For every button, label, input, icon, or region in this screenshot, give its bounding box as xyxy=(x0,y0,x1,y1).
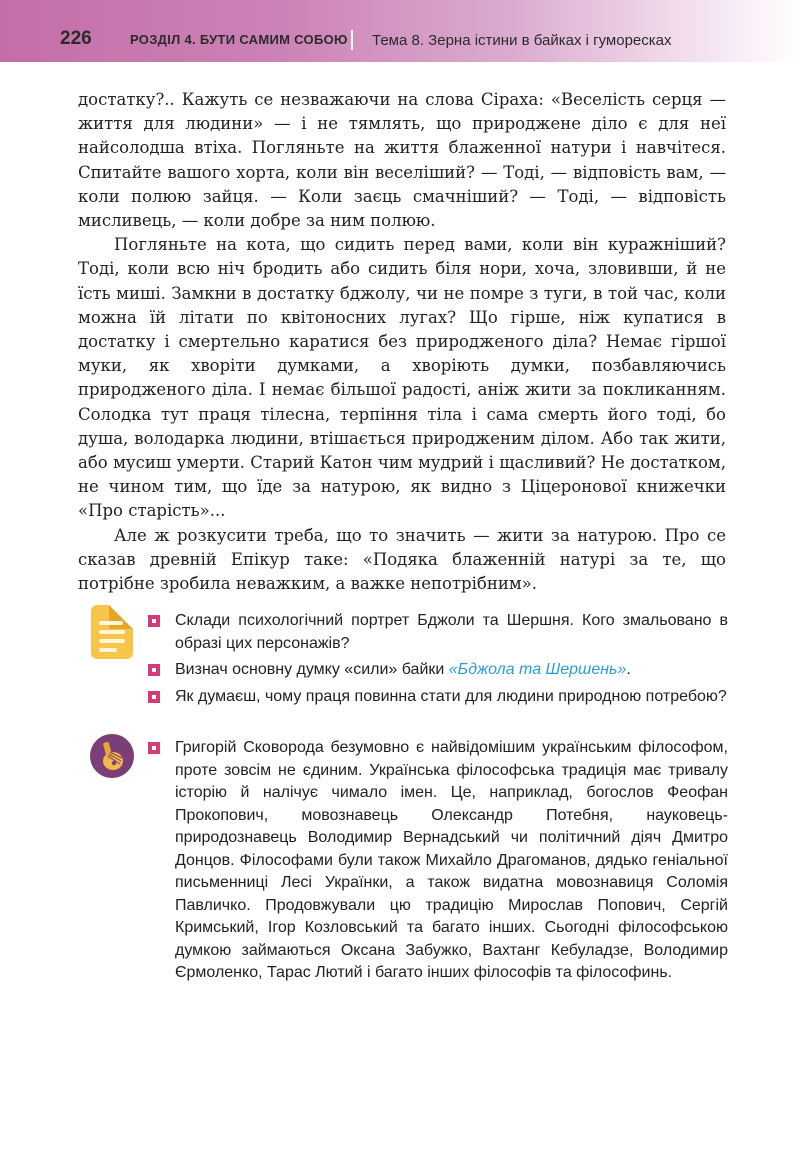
bandura-icon xyxy=(90,734,134,778)
document-task-icon xyxy=(91,605,133,659)
task-list xyxy=(148,610,728,712)
paragraph: Погляньте на кота, що сидить перед вами, коли він куражніший? Тоді, коли всю ніч бродить або сидить біля нори, хоча, зловивши, й не їсть миші. Замкни в достатку бджолу, чи не помре з туги, в той час, коли можна їй літати по квітоносних лугах? Що гірше, ніж купатися в достатку і смертельно каратися без природженого діла? Немає гіршої муки, як хворіти думками, а хворіють думки, позбавляючись природженого діла. І немає більшої радості, аніж жити за покликанням. Солодка тут праця тілесна, терпіння тіла і сама смерть його тоді, бо душа, володарка людини, втішається природженим ділом. Або так жити, або мусиш умерти. Старий Катон чим мудрий і щасливий? Не достатком, не чином тим, що їде за натурою, як видно з Ціцеронової книжечки «Про старість»... xyxy=(78,235,726,521)
task-item: Як думаєш, чому праця повинна стати для людини природною потребою? xyxy=(148,686,728,709)
topic-title: Тема 8. Зерна істини в байках і гуморесках xyxy=(372,32,672,49)
paragraph: Але ж розкусити треба, що то значить — жити за натурою. Про се сказав древній Епікур таке: «Подяка блаженній натурі за те, що потрібне зробила неважким, а важке непотрібним». xyxy=(78,525,726,594)
info-block xyxy=(148,737,728,989)
bullet-icon xyxy=(148,691,160,703)
task-item: Визнач основну думку «сили» байки «Бджола та Шершень». xyxy=(148,659,728,682)
paragraph: достатку?.. Кажуть се незважаючи на слова Сіраха: «Веселість серця — життя для людини» — і не тямлять, що природжене діло є для неї найсолодша втіха. Погляньте на життя блаженної натури і навчітеся. Спитайте вашого хорта, коли він веселіший? — Тоді, — відповість вам, — коли полюю зайця. — Коли заєць смачніший? — Тоді, — відповість мисливець, — коли добре за ним полюю. xyxy=(78,90,726,231)
task-item: Склади психологічний портрет Бджоли та Шершня. Кого змальовано в образі цих персонажів? xyxy=(148,610,728,655)
header-band xyxy=(0,0,800,62)
main-text xyxy=(78,88,726,596)
chapter-title: РОЗДІЛ 4. БУТИ САМИМ СОБОЮ xyxy=(130,32,348,47)
bullet-icon xyxy=(148,742,160,754)
bullet-icon xyxy=(148,615,160,627)
bullet-icon xyxy=(148,664,160,676)
info-item: Григорій Сковорода безумовно є найвідомішим українським філософом, проте зовсім не єдиним. Українська філософська традиція має тривалу історію й налічує чимало імен. Це, наприклад, богослов Феофан Прокопович, мовознавець Олександр Потебня, науковець-природознавець Володимир Вернадський чи політичний діяч Дмитро Донцов. Філософами були також Михайло Драгоманов, дядько геніальної письменниці Лесі Українки, а також видатна мовознавиця Соломія Павличко. Продовжували цю традицію Мирослав Попович, Сергій Кримський, Ігор Козловський та багато інших. Сьогодні філософською думкою займаються Оксана Забужко, Вахтанг Кебуладзе, Володимир Єрмоленко, Тарас Лютий і багато інших філософів та філософинь. xyxy=(148,737,728,985)
page-number: 226 xyxy=(60,28,92,49)
header-divider xyxy=(351,30,353,50)
fable-title-link[interactable]: «Бджола та Шершень» xyxy=(448,661,627,678)
